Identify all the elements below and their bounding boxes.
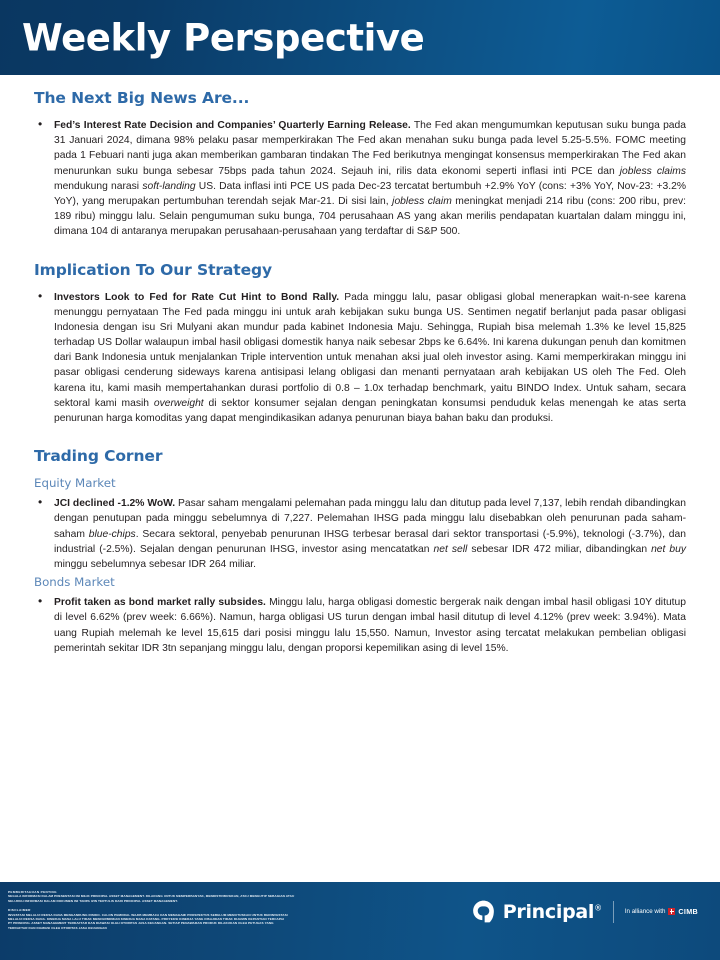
alliance-label: In alliance with	[624, 908, 666, 915]
bullet-list-implication-strategy	[34, 290, 686, 427]
section-title-next-big-news: The Next Big News Are...	[34, 89, 250, 107]
section-title-implication-strategy: Implication To Our Strategy	[34, 260, 272, 279]
cimb-name: CIMB	[678, 907, 698, 916]
bullet-body: Minggu lalu, harga obligasi domestic bergerak naik dengan imbal hasil obligasi 10Y ditutup di level 6.62% (prev week: 6.66%). Namun, harga obligasi US turun dengan imbal hasil ditutup di level 4.12% (prev week: 3.94%). Mata uang Rupiah melemah ke level 15,615 dari posisi minggu lalu 15,550. Namun, Investor asing tercatat melakukan pembelian obligasi pemerintah sekitar IDR 3tn sepanjang minggu lalu, dengan proporsi kepemilikan asing di level 15%.	[54, 597, 686, 654]
cimb-logo-icon	[668, 908, 675, 915]
footer-notice-heading: PEMBERITAHUAN PENTING	[8, 890, 57, 894]
footer-disclaimer-line: TERDAFTAR DAN DIAWASI OLEH OTORITAS JASA KEUANGAN	[8, 925, 107, 930]
logo-divider	[613, 901, 614, 923]
footer-notice-line: SEGALA INFORMASI DALAM PRESENTASI INI MILIK PRINCIPAL ASSET MANAGEMENT. DILARANG UNTUK MEMPERBANYAK, MENDISTRIBUSIKAN, ATAU MENGUTIP SEBAGIAN ATAU	[8, 894, 295, 899]
bullet-paragraph	[54, 118, 686, 240]
bullet-list-equity-market	[34, 496, 686, 572]
page-footer-banner	[0, 882, 720, 960]
list-item	[34, 290, 686, 427]
principal-wordmark	[503, 901, 602, 923]
bullet-paragraph	[54, 290, 686, 427]
footer-disclaimer-heading: DISCLAIMER	[8, 908, 31, 913]
bullet-lead: Profit taken as bond market rally subsides.	[54, 597, 266, 609]
list-item	[34, 595, 686, 656]
subsection-title-equity-market: Equity Market	[34, 476, 116, 491]
list-item	[34, 496, 686, 572]
bullet-paragraph	[54, 595, 686, 656]
principal-wordmark-text: Principal	[502, 900, 595, 923]
bullet-body: Pada minggu lalu, pasar obligasi global menerapkan wait-n-see karena menunggu pernyataan The Fed pada minggu ini untuk arah kebijakan suku bunga US. Sentimen negatif berlanjut pada pasar obligasi Indonesia dengan isu Sri Mulyani akan mundur pada kabinet Indonesia Maju. Sehingga, Rupiah bisa melemah 1.3% ke level 15,825 terhadap US Dollar walaupun imbal hasil obligasi domestik hanya naik sebesar 2bps ke 6.64%. Ini karena dukungan penuh dan komitmen dari Bank Indonesia untuk menjalankan Triple intervention untuk menahan aksi jual oleh investor asing. Kami memperkirakan minggu ini pasar obligasi cenderung sideways karena antisipasi lelang obligasi dan menanti pernyataan arah kebijakan US oleh The Fed. Oleh karena itu, kami masih mempertahankan durasi portfolio di 0.8 – 1.0x terhadap benchmark, yaitu BINDO Index. Untuk saham, secara sektoral kami masih overweight di sektor konsumer sejalan dengan peningkatan konsumsi penduduk kelas menengah ke atas serta penurunan harga komoditas yang dapat mengindikasikan adanya penurunan biaya bahan baku dan produksi.	[54, 291, 686, 424]
list-item	[34, 118, 686, 240]
section-title-trading-corner: Trading Corner	[34, 447, 163, 466]
bullet-lead: Fed’s Interest Rate Decision and Companies’ Quarterly Earning Release.	[54, 120, 411, 131]
footer-disclaimer-line: PT PRINCIPAL ASSET MANAGEMENT TERDAFTAR DAN DIAWASI OLEH OTORITAS JASA KEUANGAN. SETIAP PENAWARAN PRODUK DILAKUKAN OLEH PETUGAS YANG	[8, 921, 274, 926]
principal-logo	[472, 882, 720, 923]
bullet-list-bonds-market	[34, 595, 686, 656]
footer-disclaimer-line: INVESTASI MELALUI REKSA DANA MENGANDUNG RISIKO. CALON PEMODAL WAJIB MEMBACA DAN MEMAHAMI PROSPEKTUS SEBELUM MEMUTUSKAN UNTUK BERINVESTASI	[8, 912, 288, 917]
bullet-paragraph	[54, 496, 686, 572]
bullet-body: Pasar saham mengalami pelemahan pada minggu lalu dan ditutup pada level 7,137, lebih rendah dibandingkan dengan penutupan pada minggu sebelumnya di 7,227. Pelemahan IHSG pada minggu lalu disebabkan oleh penurunan pada saham-saham blue-chips. Secara sektoral, penyebab penurunan IHSG terbesar berasal dari sektor transportasi (-5.9%), teknologi (-3.7%), dan industrial (-2.5%). Sejalan dengan penurunan IHSG, investor asing mencatatkan net sell sebesar IDR 472 miliar, dibandingkan net buy minggu sebelumnya sebesar IDR 264 miliar.	[54, 498, 686, 570]
document-body	[0, 75, 720, 656]
bullet-lead: JCI declined -1.2% WoW.	[54, 498, 176, 510]
bullet-lead: Investors Look to Fed for Rate Cut Hint to Bond Rally.	[54, 291, 340, 303]
subsection-title-bonds-market: Bonds Market	[34, 575, 115, 590]
footer-legal-text	[0, 882, 472, 930]
principal-droplet-icon	[472, 900, 495, 923]
page-title: Weekly Perspective	[22, 16, 425, 59]
registered-trademark-icon: ®	[594, 903, 602, 913]
alliance-note	[625, 907, 698, 916]
bullet-list-next-big-news	[34, 118, 686, 240]
footer-notice-line: SELURUH INFORMASI DALAM DOKUMEN INI TANPA IZIN TERTULIS DARI PRINCIPAL ASSET MANAGEMENT.	[8, 898, 178, 903]
page-header-banner	[0, 0, 720, 75]
bullet-body: The Fed akan mengumumkan keputusan suku bunga pada 31 Januari 2024, dimana 98% pelaku pasar memperkirakan The Fed akan menahan suku bunga pada level 5.25-5.5%. FOMC meeting pada 1 Febuari nanti juga akan memberikan gambaran tindakan The Fed berikutnya mengingat konsensus memperkirakan The Fed akan menurunkan suku bunga sebesar 75bps pada tahun 2024. Sejauh ini, rilis data ekonomi seperti inflasi inti PCE dan jobless claims mendukung narasi soft-landing US. Data inflasi inti PCE US pada Dec-23 tercatat bertumbuh +2.9% YoY (cons: +3% YoY, Nov-23: +3.2% YoY), yang merupakan pertumbuhan terendah sejak Mar-21. Di sisi lain, jobless claim meningkat menjadi 214 ribu (cons: 200 ribu, prev: 189 ribu) minggu lalu. Selain pengumuman suku bunga, 704 perusahaan AS yang akan merilis pendapatan kuartalan dalam minggu ini, dimana 104 di antaranya merupakan perusahaan-perusahaan yang terdaftar di S&P 500.	[54, 120, 686, 238]
footer-disclaimer-line: MELALUI REKSA DANA. KINERJA MASA LALU TIDAK MENCERMINKAN KINERJA MASA DATANG. PROYEKSI KINERJA YANG DISAJIKAN TIDAK DIJAMIN KEPASTIAN TERCAPAI	[8, 916, 285, 921]
